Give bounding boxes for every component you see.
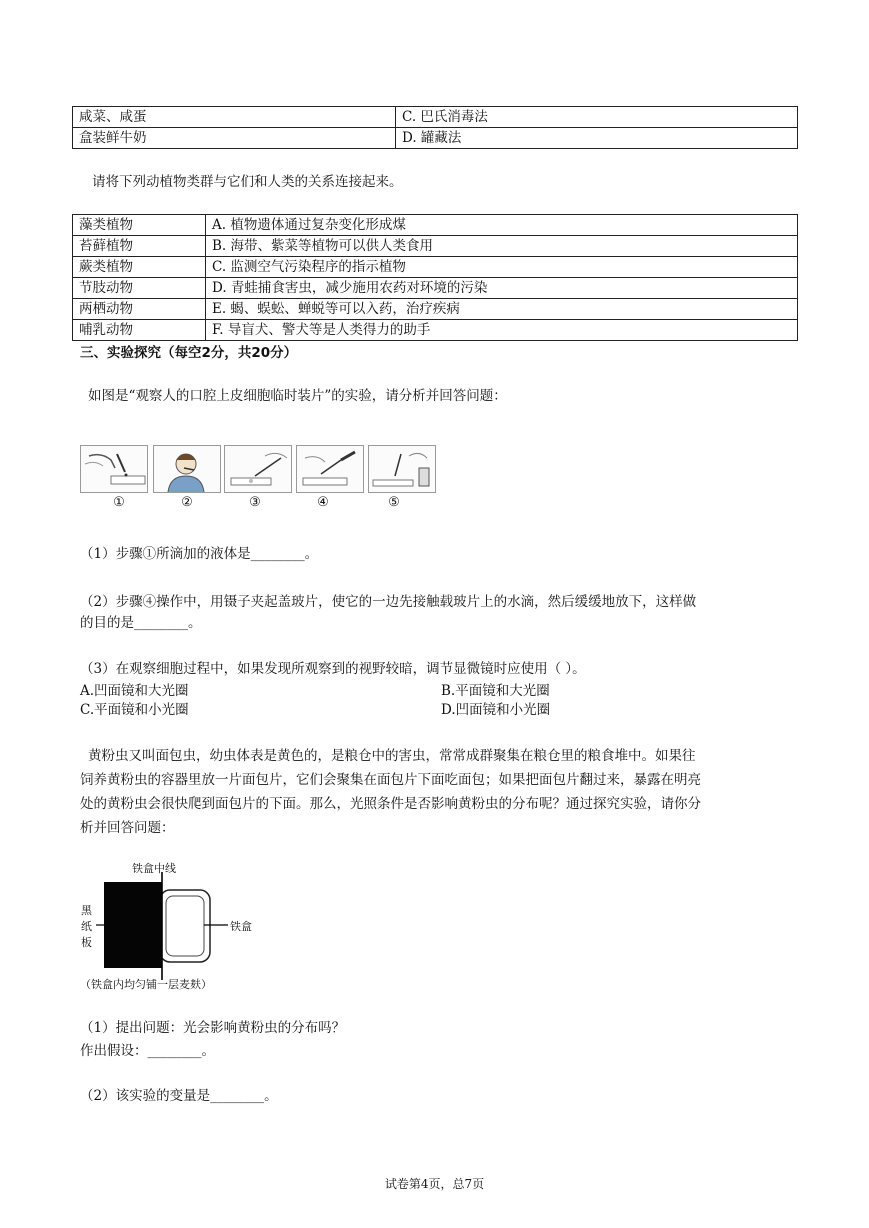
section-title: 三、实验探究（每空2分，共20分） — [80, 345, 298, 361]
table-cell: 咸菜、咸蛋 — [73, 107, 396, 128]
table-row — [73, 299, 798, 320]
table-cell: C. 监测空气污染程序的指示植物 — [206, 257, 798, 278]
sub-question: （1）提出问题：光会影响黄粉虫的分布吗？ — [80, 1020, 346, 1036]
paragraph-line: 处的黄粉虫会很快爬到面包片的下面。那么，光照条件是否影响黄粉虫的分布呢？通过探究实验，请你分 — [80, 796, 701, 812]
iron-box-diagram — [78, 858, 268, 990]
paragraph-line: 析并回答问题： — [80, 820, 175, 836]
table-cell: F. 导盲犬、警犬等是人类得力的助手 — [206, 320, 798, 341]
page-footer: 试卷第4页，总7页 — [384, 1177, 485, 1191]
table-cell: 藻类植物 — [73, 215, 206, 236]
sub-question: （2）该实验的变量是________。 — [80, 1088, 278, 1104]
paragraph-line: 黄粉虫又叫面包虫，幼虫体表是黄色的，是粮仓中的害虫，常常成群聚集在粮仓里的粮食堆中。如果往 — [88, 748, 696, 764]
table-cell: 两栖动物 — [73, 299, 206, 320]
box-label: 铁盒 — [230, 920, 252, 933]
table-cell: 蕨类植物 — [73, 257, 206, 278]
sub-question: （2）步骤④操作中，用镊子夹起盖玻片，使它的一边先接触载玻片上的水滴，然后缓缓地放下，这样做 — [80, 594, 697, 610]
sub-question: （3）在观察细胞过程中，如果发现所观察到的视野较暗，调节显微镜时应使用（ ）。 — [80, 661, 586, 677]
step-4-image — [296, 445, 364, 493]
step-label: ② — [181, 495, 193, 510]
table-row — [73, 257, 798, 278]
step-1-image — [80, 445, 148, 493]
paragraph-line: 饲养黄粉虫的容器里放一片面包片，它们会聚集在面包片下面吃面包；如果把面包片翻过来，暴露在明亮 — [80, 772, 701, 788]
paper-label-3: 板 — [81, 936, 92, 949]
step-label: ⑤ — [388, 495, 400, 510]
table-cell: 节肢动物 — [73, 278, 206, 299]
paper-label-2: 纸 — [81, 920, 92, 933]
table-cell: E. 蝎、蜈蚣、蝉蜕等可以入药，治疗疾病 — [206, 299, 798, 320]
step-label: ④ — [317, 495, 329, 510]
table-cell: C. 巴氏消毒法 — [396, 107, 798, 128]
step-label: ③ — [249, 495, 261, 510]
sub-question: 作出假设：________。 — [80, 1043, 215, 1059]
table-cell: D. 青蛙捕食害虫，减少施用农药对环境的污染 — [206, 278, 798, 299]
step-label: ① — [113, 495, 125, 510]
table-cell: B. 海带、紫菜等植物可以供人类食用 — [206, 236, 798, 257]
step-2-image — [153, 445, 221, 493]
question-intro: 如图是“观察人的口腔上皮细胞临时装片”的实验，请分析并回答问题： — [88, 388, 507, 404]
table-row — [73, 215, 798, 236]
diagram-caption: （铁盒内均匀铺一层麦麸） — [80, 978, 212, 991]
table-row — [73, 236, 798, 257]
answer-option: B.平面镜和大光圈 — [441, 683, 550, 699]
organism-match-table — [72, 214, 798, 341]
table-row — [73, 128, 798, 149]
table-cell: 哺乳动物 — [73, 320, 206, 341]
answer-option: D.凹面镜和小光圈 — [441, 702, 551, 718]
match-prompt: 请将下列动植物类群与它们和人类的关系连接起来。 — [92, 174, 403, 190]
sub-question: （1）步骤①所滴加的液体是________。 — [80, 546, 319, 562]
midline-label: 铁盒中线 — [132, 862, 176, 875]
table-row — [73, 107, 798, 128]
table-cell: D. 罐藏法 — [396, 128, 798, 149]
step-5-image — [368, 445, 436, 493]
answer-option: A.凹面镜和大光圈 — [80, 683, 189, 699]
sub-question: 的目的是________。 — [80, 615, 202, 631]
step-3-image — [224, 445, 292, 493]
table-cell: 盒装鲜牛奶 — [73, 128, 396, 149]
table-row — [73, 320, 798, 341]
table-row — [73, 278, 798, 299]
answer-option: C.平面镜和小光圈 — [80, 702, 189, 718]
table-cell: 苔藓植物 — [73, 236, 206, 257]
paper-label-1: 黑 — [81, 904, 92, 917]
table-cell: A. 植物遗体通过复杂变化形成煤 — [206, 215, 798, 236]
food-preservation-table — [72, 106, 798, 149]
